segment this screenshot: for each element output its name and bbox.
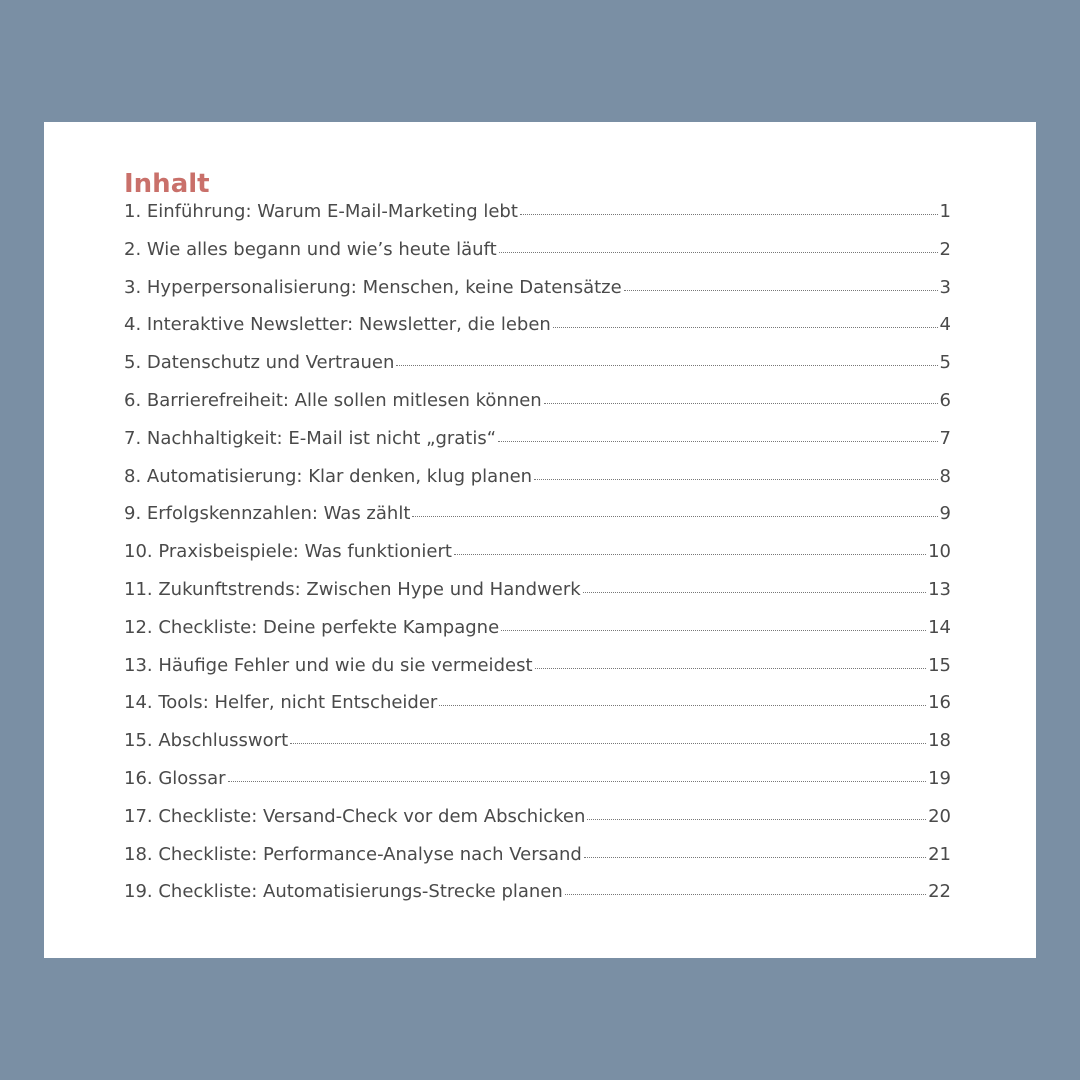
toc-leader-dots xyxy=(439,705,926,706)
toc-entry-text: 10. Praxisbeispiele: Was funktioniert xyxy=(124,541,452,563)
toc-entry-text: 12. Checkliste: Deine perfekte Kampagne xyxy=(124,616,500,638)
toc-entry-text: 8. Automatisierung: Klar denken, klug planen xyxy=(124,465,533,487)
toc-entry-11[interactable] xyxy=(124,579,951,617)
toc-entry-text: 3. Hyperpersonalisierung: Menschen, keine Datensätze xyxy=(124,276,622,298)
toc-leader-dots xyxy=(499,252,938,253)
toc-page-number: 13 xyxy=(928,578,951,600)
toc-entry-text: 9. Erfolgskennzahlen: Was zählt xyxy=(124,503,411,525)
toc-page-number: 14 xyxy=(928,616,951,638)
toc-page-number: 6 xyxy=(939,389,951,411)
toc-entry-5[interactable] xyxy=(124,352,951,390)
toc-leader-dots xyxy=(396,365,937,366)
toc-page-number: 4 xyxy=(939,314,951,336)
toc-page-number: 7 xyxy=(939,427,951,449)
toc-page-number: 10 xyxy=(928,541,951,563)
toc-page-number: 9 xyxy=(939,503,951,525)
toc-leader-dots xyxy=(624,290,938,291)
toc-entry-text: 6. Barrierefreiheit: Alle sollen mitlesen können xyxy=(124,389,542,411)
toc-page-number: 16 xyxy=(928,692,951,714)
toc-leader-dots xyxy=(501,630,926,631)
toc-leader-dots xyxy=(412,516,937,517)
toc-entry-2[interactable] xyxy=(124,239,951,277)
toc-leader-dots xyxy=(228,781,927,782)
toc-page-number: 19 xyxy=(928,767,951,789)
toc-leader-dots xyxy=(584,857,926,858)
toc-entry-17[interactable] xyxy=(124,806,951,844)
toc-entry-18[interactable] xyxy=(124,844,951,882)
toc-page-number: 8 xyxy=(939,465,951,487)
toc-page-number: 2 xyxy=(939,238,951,260)
toc-entry-text: 2. Wie alles begann und wie’s heute läuft xyxy=(124,238,497,260)
toc-leader-dots xyxy=(565,894,926,895)
toc-entry-text: 11. Zukunftstrends: Zwischen Hype und Handwerk xyxy=(124,578,581,600)
toc-entry-text: 7. Nachhaltigkeit: E-Mail ist nicht „gratis“ xyxy=(124,427,497,449)
toc-entry-12[interactable] xyxy=(124,617,951,655)
toc-page-number: 5 xyxy=(939,352,951,374)
toc-entry-text: 14. Tools: Helfer, nicht Entscheider xyxy=(124,692,438,714)
toc-entry-1[interactable] xyxy=(124,201,951,239)
toc-entry-text: 5. Datenschutz und Vertrauen xyxy=(124,352,395,374)
toc-entry-text: 13. Häufige Fehler und wie du sie vermeidest xyxy=(124,654,533,676)
toc-entry-text: 1. Einführung: Warum E-Mail-Marketing lebt xyxy=(124,201,518,222)
toc-page-number: 18 xyxy=(928,730,951,752)
toc-entry-9[interactable] xyxy=(124,503,951,541)
toc-leader-dots xyxy=(553,327,938,328)
toc-page-number: 15 xyxy=(928,654,951,676)
toc-leader-dots xyxy=(544,403,938,404)
toc-entry-14[interactable] xyxy=(124,692,951,730)
toc-entry-text: 15. Abschlusswort xyxy=(124,730,289,752)
toc-page-number: 21 xyxy=(928,843,951,865)
toc-entry-text: 16. Glossar xyxy=(124,767,226,789)
toc-leader-dots xyxy=(498,441,937,442)
toc-leader-dots xyxy=(583,592,926,593)
toc-leader-dots xyxy=(534,479,937,480)
toc-entry-16[interactable] xyxy=(124,768,951,806)
toc-entry-text: 19. Checkliste: Automatisierungs-Strecke planen xyxy=(124,881,563,903)
toc-entry-text: 4. Interaktive Newsletter: Newsletter, die leben xyxy=(124,314,551,336)
toc-entry-7[interactable] xyxy=(124,428,951,466)
toc-leader-dots xyxy=(454,554,926,555)
toc-entry-6[interactable] xyxy=(124,390,951,428)
toc-entry-3[interactable] xyxy=(124,277,951,315)
toc-entry-10[interactable] xyxy=(124,541,951,579)
toc-entry-text: 18. Checkliste: Performance-Analyse nach Versand xyxy=(124,843,582,865)
toc-list xyxy=(124,201,951,919)
toc-page-number: 3 xyxy=(939,276,951,298)
toc-page-number: 20 xyxy=(928,805,951,827)
toc-leader-dots xyxy=(535,668,927,669)
toc-entry-8[interactable] xyxy=(124,466,951,504)
toc-entry-13[interactable] xyxy=(124,655,951,693)
toc-page-number: 22 xyxy=(928,881,951,903)
toc-entry-15[interactable] xyxy=(124,730,951,768)
toc-entry-4[interactable] xyxy=(124,314,951,352)
document-page xyxy=(44,122,1036,958)
toc-page-number: 1 xyxy=(939,201,951,222)
toc-leader-dots xyxy=(587,819,926,820)
toc-title: Inhalt xyxy=(124,169,210,199)
toc-leader-dots xyxy=(290,743,926,744)
toc-entry-text: 17. Checkliste: Versand-Check vor dem Abschicken xyxy=(124,805,586,827)
toc-leader-dots xyxy=(520,214,938,215)
toc-entry-19[interactable] xyxy=(124,881,951,919)
